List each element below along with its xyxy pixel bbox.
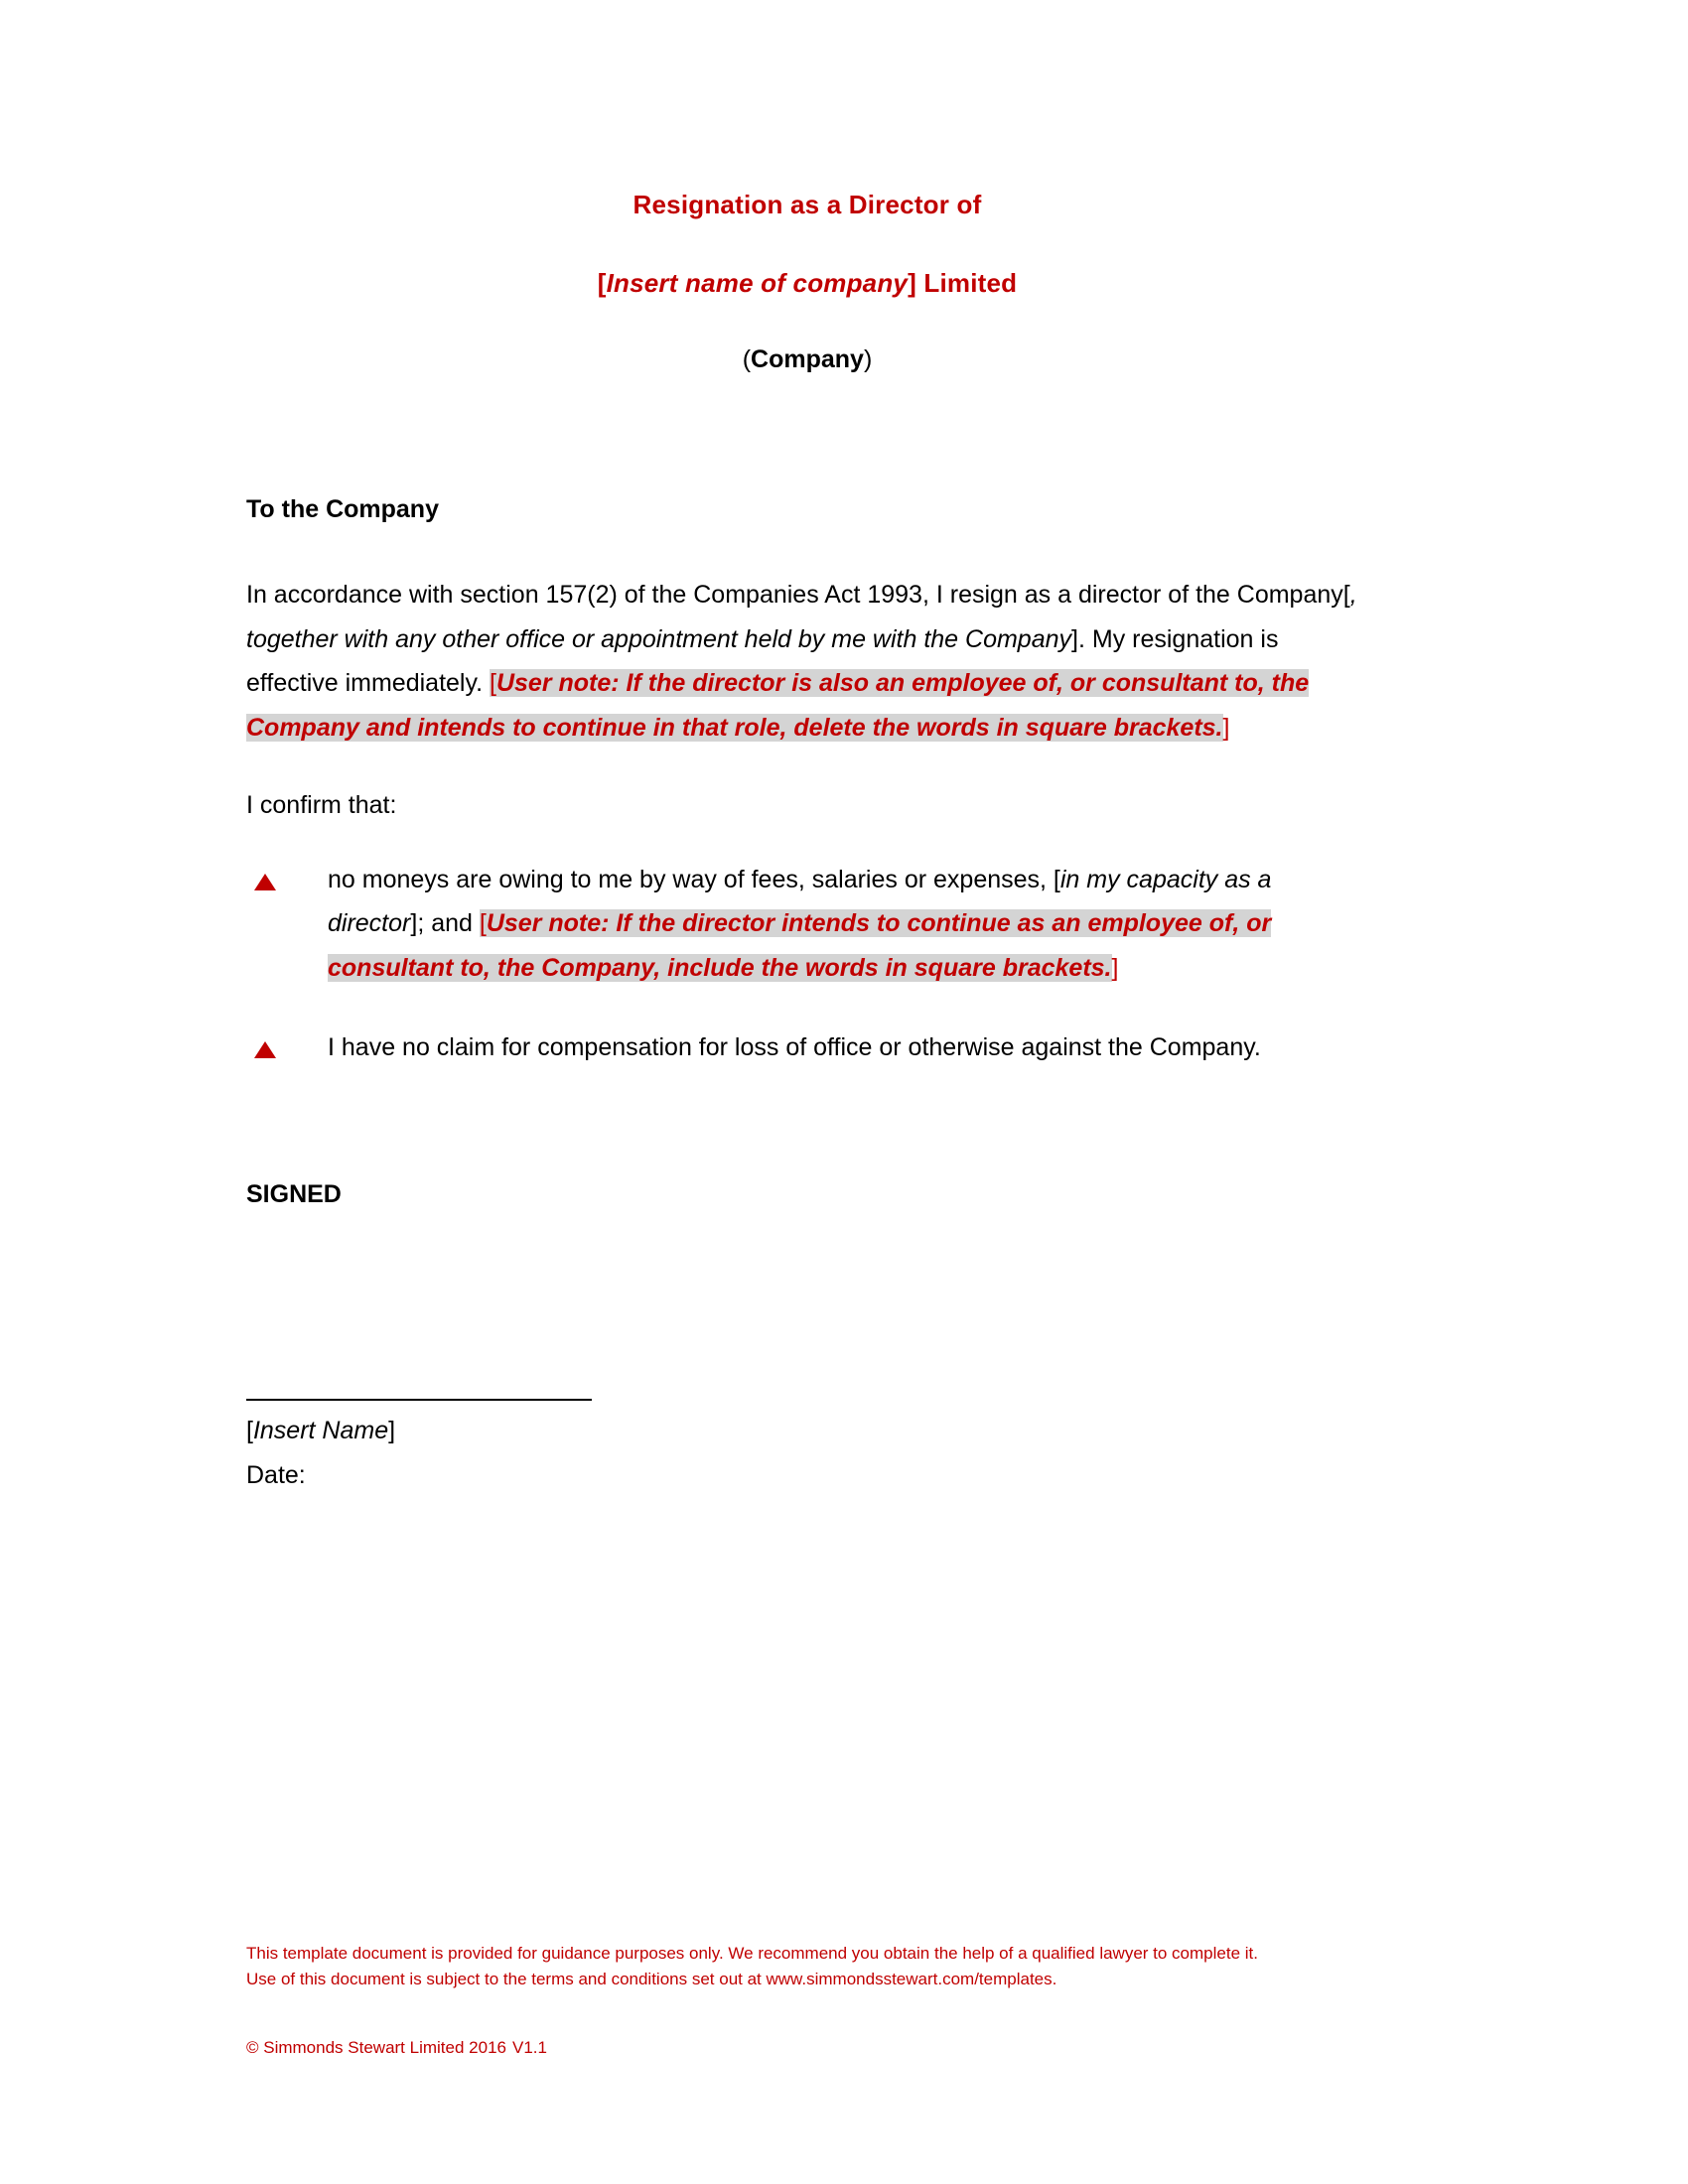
list-item [246, 858, 1368, 991]
footer-meta-row [246, 2035, 1438, 2061]
list-item [246, 1025, 1368, 1070]
signatory-name-italic: Insert Name [252, 1417, 389, 1445]
triangle-bullet-icon [254, 1041, 276, 1058]
signatory-open-bracket: [ [246, 1417, 253, 1445]
document-body [246, 491, 1368, 1070]
signed-label: SIGNED [246, 1180, 342, 1208]
defined-term-close-paren: ) [863, 345, 873, 373]
footer-version: V1.1 [512, 2037, 547, 2057]
company-placeholder-close-bracket: ] [908, 267, 916, 298]
footer-disclaimer-line-1: This template document is provided for guidance purposes only. We recommend you obtain the help of a qualified lawyer to complete it. [246, 1944, 1258, 1963]
confirmation-1-optional-italic: in my capacity as a director [328, 865, 1272, 938]
document-defined-term [246, 344, 1368, 375]
user-note-2-close-bracket: ] [1111, 953, 1119, 982]
page-footer [246, 1941, 1438, 2061]
signature-line [246, 1399, 592, 1401]
defined-term-label: Company [751, 345, 864, 373]
document-title-line-2 [246, 267, 1368, 300]
signatory-name-placeholder [246, 1413, 1368, 1448]
user-note-1-close-bracket: ] [1222, 713, 1230, 742]
user-note-1: User note: If the director is also an employee of, or consultant to, the Company and intends to continue in that role, delete the words in square brackets. [246, 669, 1310, 742]
company-name-placeholder: Insert name of company [606, 267, 909, 298]
signature-block [246, 1176, 1368, 1493]
confirmations-list [246, 858, 1368, 1070]
signatory-close-bracket: ] [388, 1417, 396, 1445]
confirmation-1-part-1: no moneys are owing to me by way of fees, salaries or expenses, [ [328, 865, 1060, 893]
paragraph-resignation [246, 573, 1368, 750]
user-note-2: User note: If the director intends to continue as an employee of, or consultant to, the Company, include the words in square brackets. [328, 909, 1272, 982]
document-title-line-1: Resignation as a Director of [633, 190, 982, 219]
resignation-optional-italic: , together with any other office or appointment held by me with the Company [246, 581, 1357, 653]
footer-disclaimer-line-2: Use of this document is subject to the terms and conditions set out at www.simmondsstewart.com/templates. [246, 1970, 1057, 1989]
footer-copyright: © Simmonds Stewart Limited 2016 [246, 2037, 506, 2057]
signature-date-label: Date: [246, 1460, 306, 1489]
resignation-clause-part-2: ]. My resignation is effective immediately. [246, 624, 1279, 698]
user-note-2-open-bracket: [ [479, 909, 487, 938]
company-suffix-limited: Limited [915, 267, 1018, 298]
section-heading-to-the-company: To the Company [246, 495, 439, 523]
triangle-bullet-icon [254, 874, 276, 890]
user-note-1-open-bracket: [ [490, 669, 496, 698]
paragraph-confirmations-lead-in: I confirm that: [246, 791, 397, 820]
resignation-clause-part-1: In accordance with section 157(2) of the Companies Act 1993, I resign as a director of the Company[ [246, 581, 1350, 610]
company-placeholder-open-bracket: [ [597, 267, 607, 298]
defined-term-open-paren: ( [742, 345, 752, 373]
document-title-block [246, 189, 1368, 375]
confirmation-1-part-2: ]; and [410, 909, 480, 938]
confirmation-2-part-1: I have no claim for compensation for loss of office or otherwise against the Company. [328, 1033, 1261, 1062]
